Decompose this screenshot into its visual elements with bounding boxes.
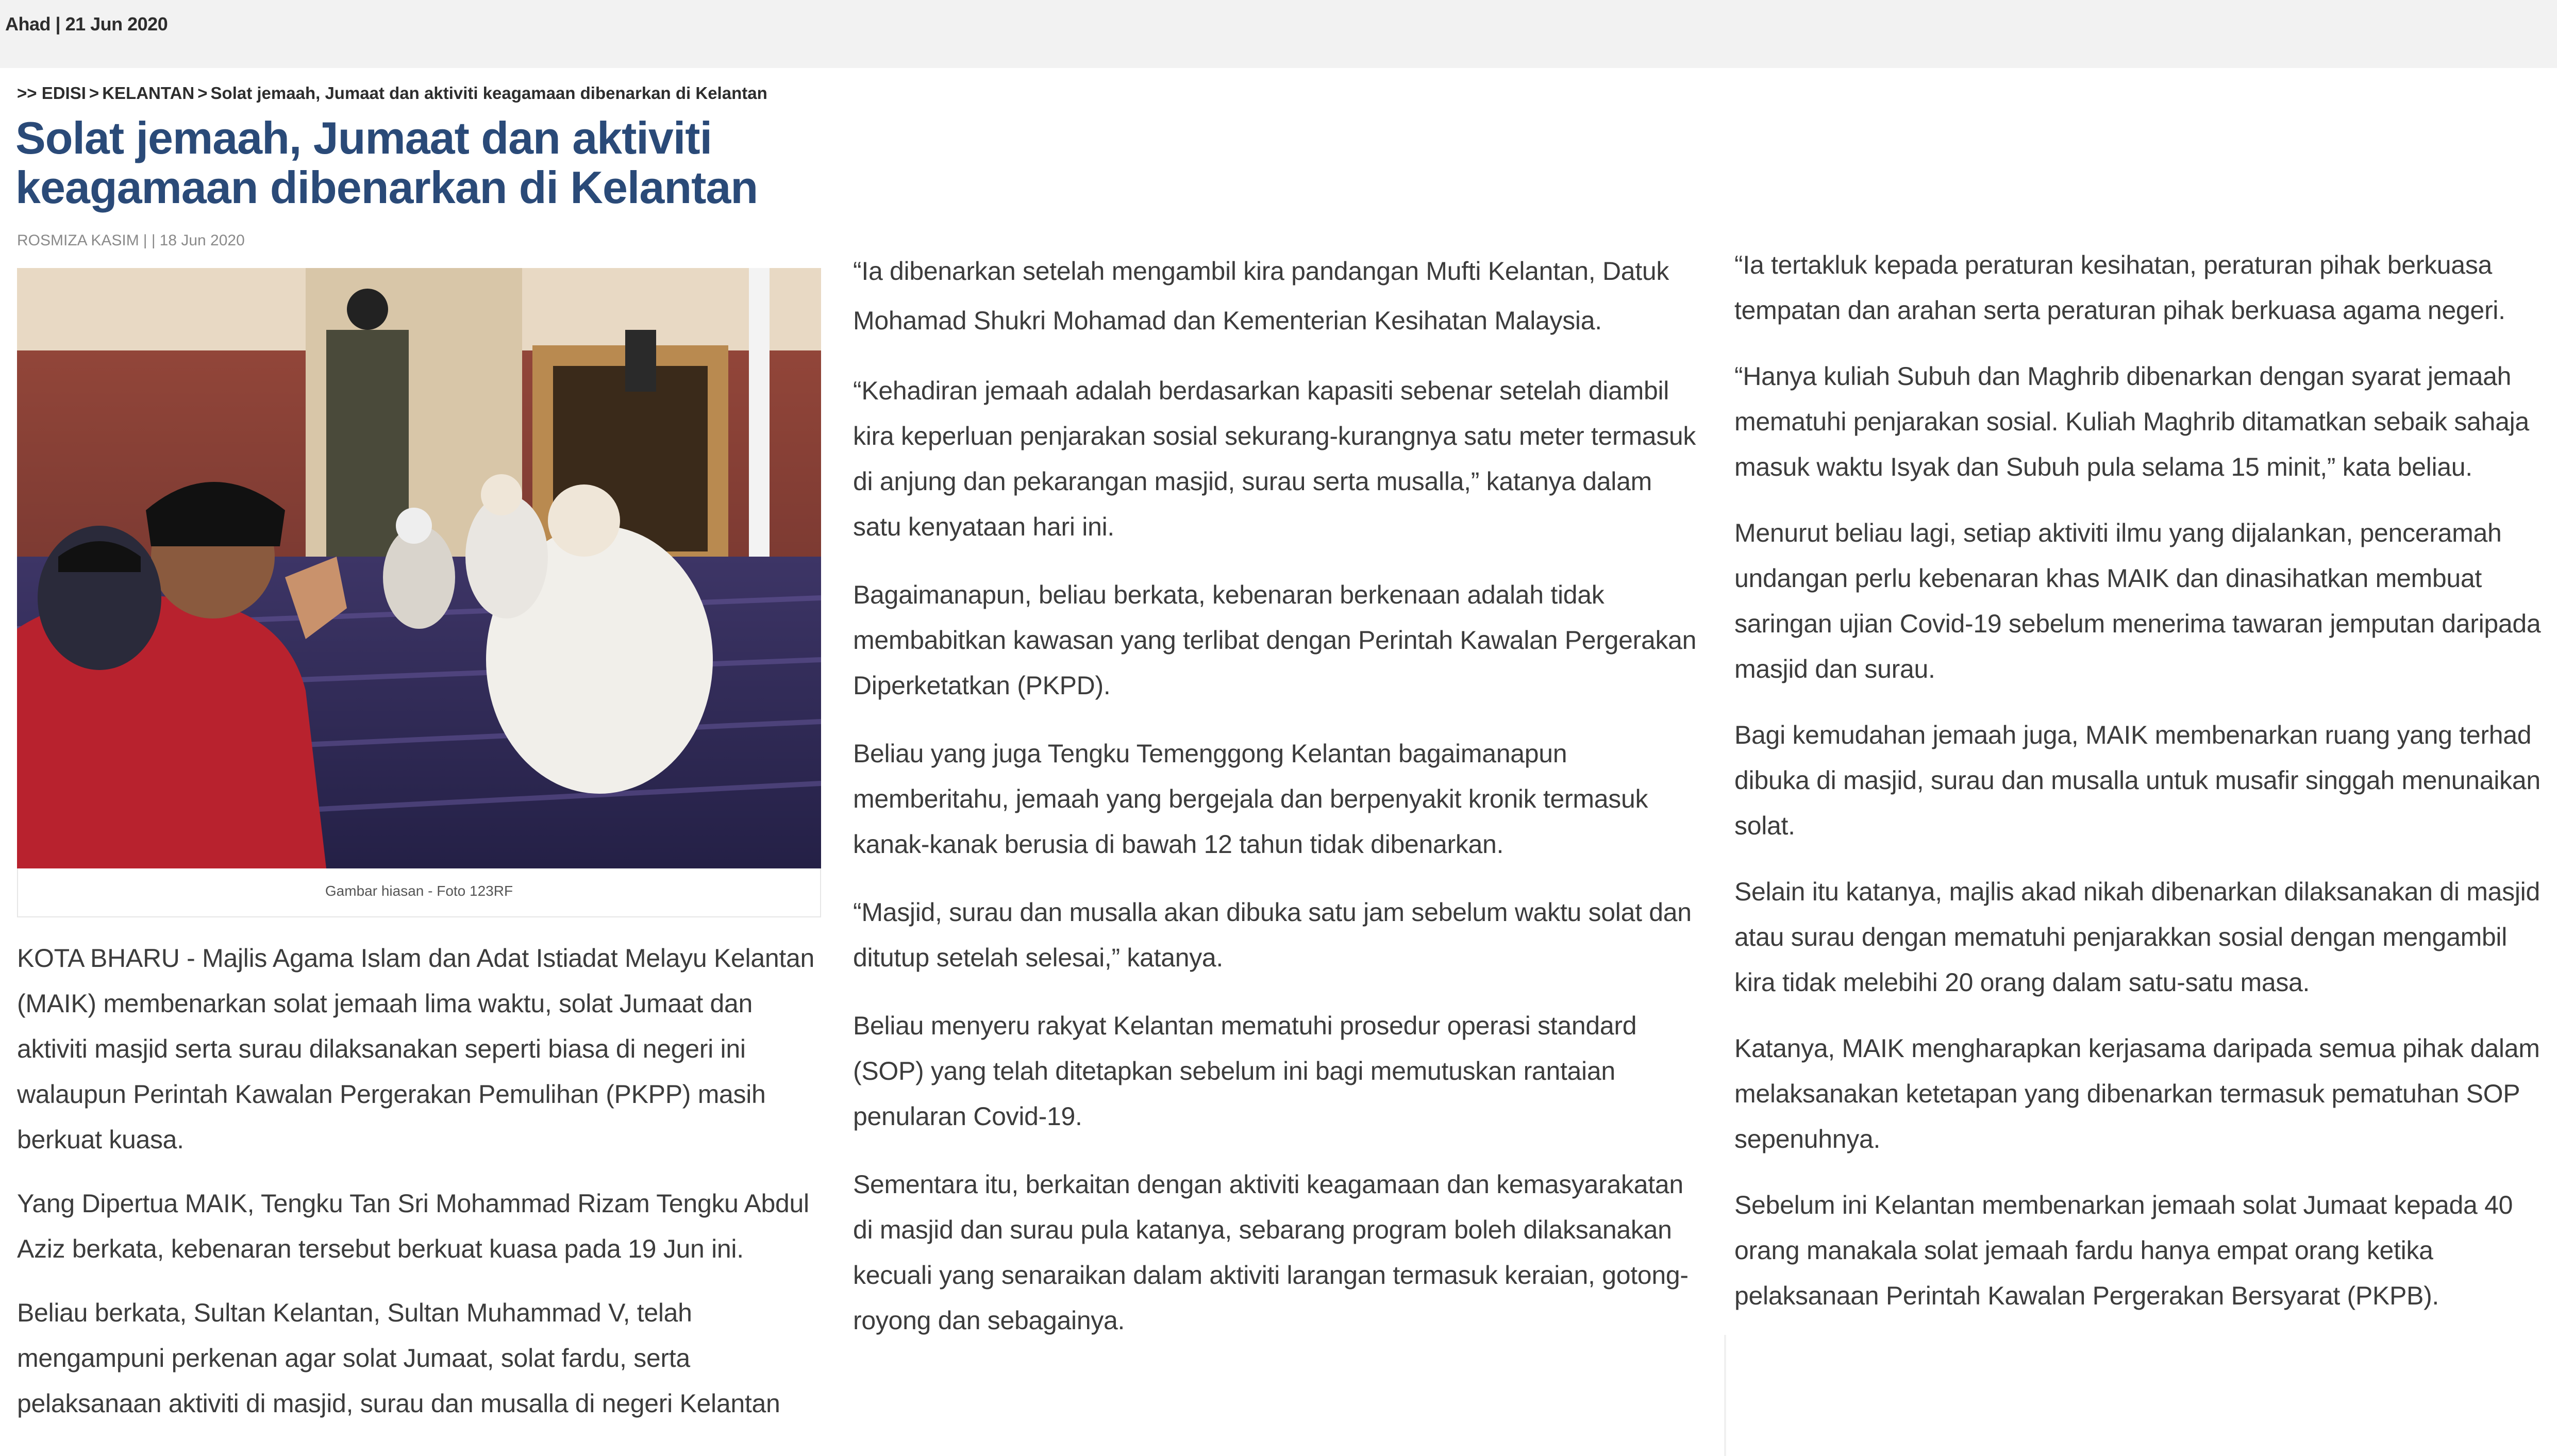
- article-column-2: [853, 246, 1698, 1366]
- paragraph: Sementara itu, berkaitan dengan aktiviti keagamaan dan kemasyarakatan di masjid dan surau pula katanya, sebarang program boleh dilaksanakan kecuali yang senaraikan dalam aktiviti larangan termasuk keraian, gotong-royong dan sebagainya.: [853, 1170, 1689, 1335]
- paragraph: Katanya, MAIK mengharapkan kerjasama daripada semua pihak dalam melaksanakan ketetapan yang dibenarkan termasuk pematuhan SOP sepenuhnya.: [1734, 1034, 2540, 1153]
- mosque-prayer-illustration: [17, 268, 821, 868]
- paragraph: Yang Dipertua MAIK, Tengku Tan Sri Mohammad Rizam Tengku Abdul Aziz berkata, kebenaran tersebut berkuat kuasa pada 19 Jun ini.: [17, 1189, 809, 1263]
- paragraph: Beliau berkata, Sultan Kelantan, Sultan Muhammad V, telah mengampuni perkenan agar solat Jumaat, solat fardu, serta pelaksanaan aktiviti di masjid, surau dan musalla di negeri Kelantan: [17, 1298, 780, 1418]
- article-title: Solat jemaah, Jumaat dan aktiviti keagamaan dibenarkan di Kelantan: [15, 112, 758, 213]
- paragraph: “Kehadiran jemaah adalah berdasarkan kapasiti sebenar setelah diambil kira keperluan penjarakan sosial sekurang-kurangnya satu meter termasuk di anjung dan pekarangan masjid, surau serta musalla,” katanya dalam satu kenyataan hari ini.: [853, 376, 1696, 541]
- paragraph: Menurut beliau lagi, setiap aktiviti ilmu yang dijalankan, penceramah undangan perlu kebenaran khas MAIK dan dinasihatkan membuat saringan ujian Covid-19 sebelum menerima tawaran jemputan daripada masjid dan surau.: [1734, 518, 2541, 683]
- breadcrumb-item-current: Solat jemaah, Jumaat dan aktiviti keagamaan dibenarkan di Kelantan: [210, 83, 767, 103]
- paragraph: Beliau menyeru rakyat Kelantan mematuhi prosedur operasi standard (SOP) yang telah ditetapkan sebelum ini bagi memutuskan rantaian penularan Covid-19.: [853, 1011, 1637, 1131]
- breadcrumb-separator: >: [197, 83, 208, 103]
- image-caption-box: [17, 868, 821, 917]
- byline-separator: | |: [143, 232, 156, 249]
- article-column-3: [1734, 242, 2554, 1339]
- paragraph: “Masjid, surau dan musalla akan dibuka satu jam sebelum waktu solat dan ditutup setelah selesai,” katanya.: [853, 898, 1692, 972]
- article-date: 18 Jun 2020: [159, 232, 245, 249]
- article-image: [17, 268, 821, 868]
- image-caption: Gambar hiasan - Foto 123RF: [325, 883, 513, 899]
- breadcrumb-item-kelantan[interactable]: KELANTAN: [102, 83, 195, 103]
- paragraph: Selain itu katanya, majlis akad nikah dibenarkan dilaksanakan di masjid atau surau dengan mematuhi penjarakkan sosial dengan mengambil kira tidak melebihi 20 orang dalam satu-satu masa.: [1734, 877, 2540, 997]
- paragraph: “Hanya kuliah Subuh dan Maghrib dibenarkan dengan syarat jemaah mematuhi penjarakan sosial. Kuliah Maghrib ditamatkan sebaik sahaja masuk waktu Isyak dan Subuh pula selama 15 minit,” kata beliau.: [1734, 362, 2529, 481]
- breadcrumb-item-edisi[interactable]: EDISI: [41, 83, 86, 103]
- paragraph: KOTA BHARU - Majlis Agama Islam dan Adat Istiadat Melayu Kelantan (MAIK) membenarkan solat jemaah lima waktu, solat Jumaat dan aktiviti masjid serta surau dilaksanakan seperti biasa di negeri ini walaupun Perintah Kawalan Pergerakan Pemulihan (PKPP) masih berkuat kuasa.: [17, 944, 814, 1154]
- paragraph: Beliau yang juga Tengku Temenggong Kelantan bagaimanapun memberitahu, jemaah yang bergejala dan berpenyakit kronik termasuk kanak-kanak berusia di bawah 12 tahun tidak dibenarkan.: [853, 739, 1648, 859]
- breadcrumb: [17, 83, 767, 103]
- paragraph: Sebelum ini Kelantan membenarkan jemaah solat Jumaat kepada 40 orang manakala solat jemaah fardu hanya empat orang ketika pelaksanaan Perintah Kawalan Pergerakan Bersyarat (PKPB).: [1734, 1191, 2513, 1310]
- breadcrumb-separator: >: [89, 83, 99, 103]
- column-divider: [1724, 1335, 1726, 1456]
- current-date: Ahad | 21 Jun 2020: [5, 13, 168, 35]
- breadcrumb-prefix: >>: [17, 83, 37, 103]
- article-column-1: [17, 935, 826, 1445]
- paragraph: “Ia tertakluk kepada peraturan kesihatan, peraturan pihak berkuasa tempatan dan arahan serta peraturan pihak berkuasa agama negeri.: [1734, 250, 2505, 325]
- author-name[interactable]: ROSMIZA KASIM: [17, 232, 139, 249]
- paragraph: Bagaimanapun, beliau berkata, kebenaran berkenaan adalah tidak membabitkan kawasan yang terlibat dengan Perintah Kawalan Pergerakan Diperketatkan (PKPD).: [853, 580, 1697, 700]
- top-date-bar: [0, 0, 2557, 68]
- paragraph: Bagi kemudahan jemaah juga, MAIK membenarkan ruang yang terhad dibuka di masjid, surau dan musalla untuk musafir singgah menunaikan solat.: [1734, 721, 2541, 840]
- paragraph: “Ia dibenarkan setelah mengambil kira pandangan Mufti Kelantan, Datuk Mohamad Shukri Mohamad dan Kementerian Kesihatan Malaysia.: [853, 257, 1669, 335]
- article-byline: [17, 232, 245, 249]
